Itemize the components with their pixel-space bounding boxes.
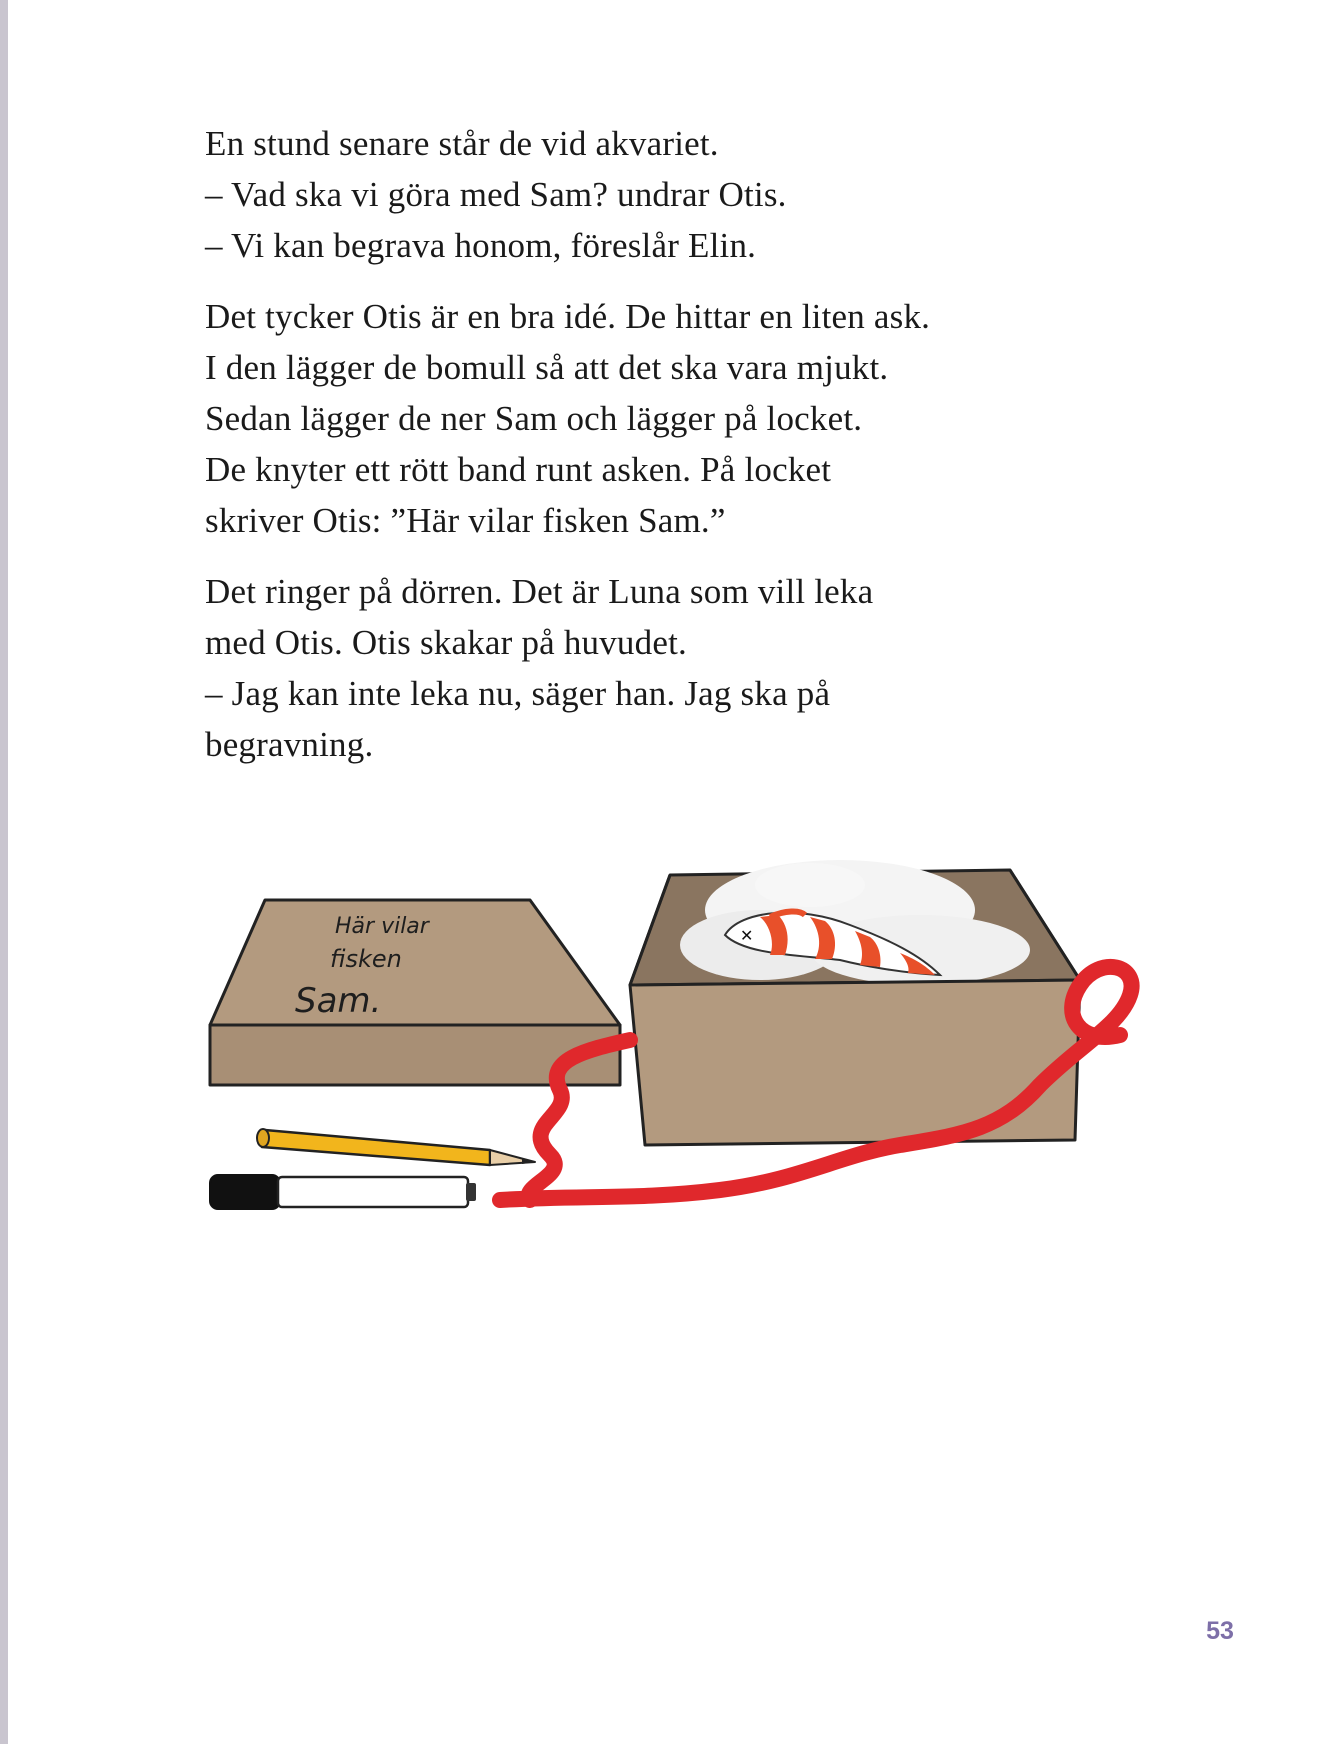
- svg-text:✕: ✕: [740, 926, 754, 945]
- marker: [210, 1175, 476, 1209]
- lid-text-line: fisken: [330, 945, 402, 973]
- page-number: 53: [1206, 1617, 1234, 1645]
- text-line: skriver Otis: ”Här vilar fisken Sam.”: [205, 501, 726, 540]
- text-line: med Otis. Otis skakar på huvudet.: [205, 623, 687, 662]
- paragraph-3: [205, 566, 1105, 770]
- text-line: – Vad ska vi göra med Sam? undrar Otis.: [205, 175, 787, 214]
- page-edge-bar: [0, 0, 8, 1744]
- text-line: Det tycker Otis är en bra idé. De hittar en liten ask.: [205, 297, 931, 336]
- text-line: De knyter ett rött band runt asken. På locket: [205, 450, 832, 489]
- paragraph-1: [205, 118, 1105, 271]
- paragraph-2: [205, 291, 1105, 546]
- text-line: – Jag kan inte leka nu, säger han. Jag ska på: [205, 674, 831, 713]
- text-line: Sedan lägger de ner Sam och lägger på locket.: [205, 399, 863, 438]
- text-line: En stund senare står de vid akvariet.: [205, 124, 719, 163]
- box-lid: [210, 900, 620, 1085]
- text-line: – Vi kan begrava honom, föreslår Elin.: [205, 226, 757, 265]
- pencil: [257, 1129, 535, 1165]
- lid-text-line: Sam.: [295, 981, 382, 1021]
- text-line: Det ringer på dörren. Det är Luna som vill leka: [205, 572, 874, 611]
- text-line: I den lägger de bomull så att det ska vara mjukt.: [205, 348, 889, 387]
- burial-box-illustration: [200, 855, 1180, 1235]
- lid-text-line: Här vilar: [335, 914, 429, 939]
- story-text: [205, 118, 1105, 790]
- text-line: begravning.: [205, 725, 374, 764]
